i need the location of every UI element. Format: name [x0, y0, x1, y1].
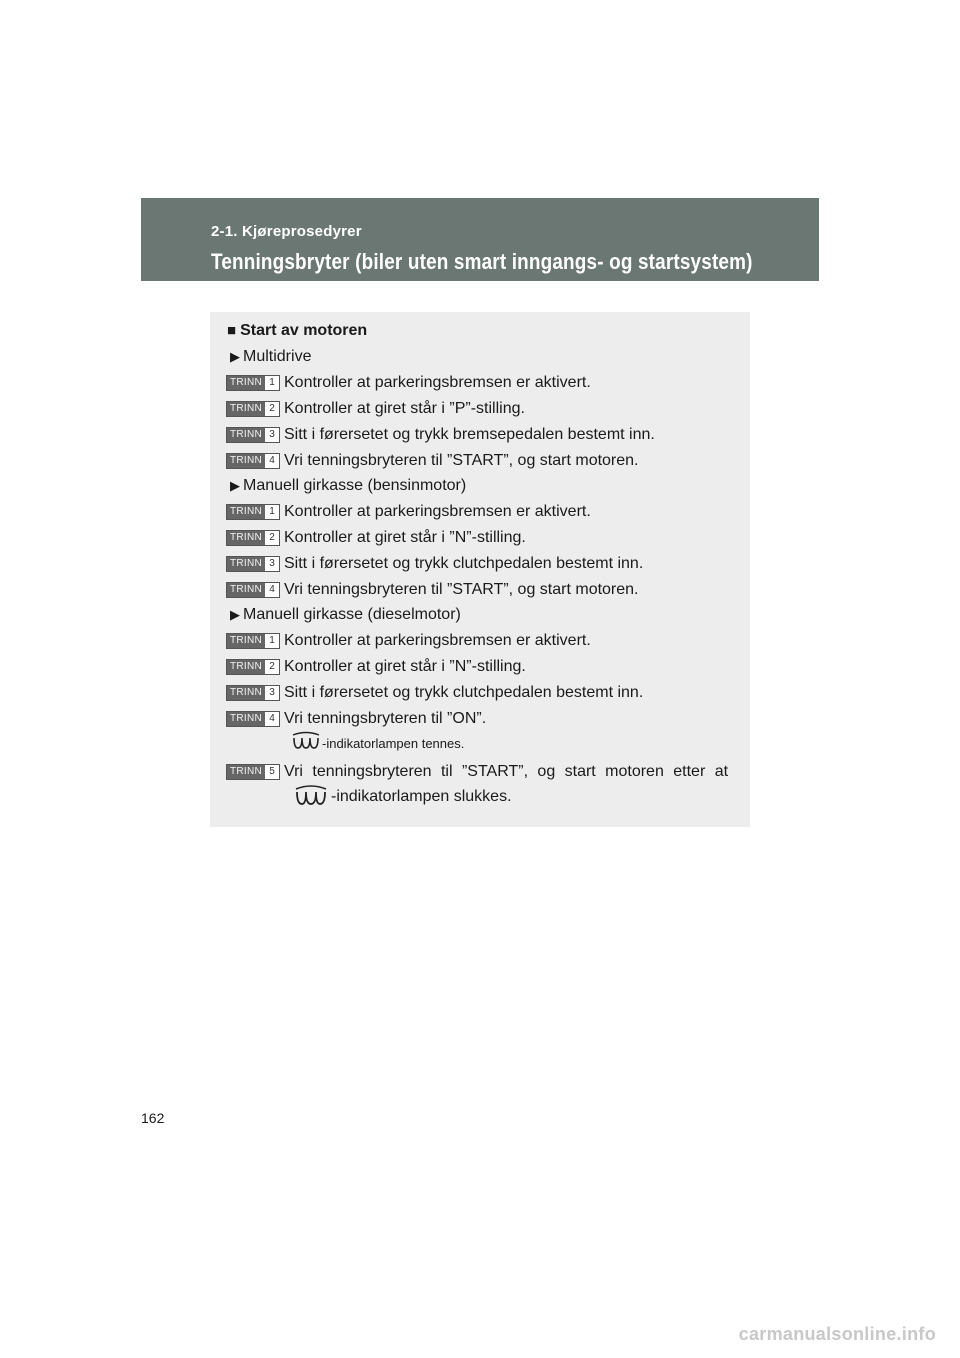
step-text: Vri tenningsbryteren til ”START”, og start motoren. — [284, 452, 639, 469]
step-text: Kontroller at giret står i ”N”-stilling. — [284, 658, 526, 675]
step-badge: TRINN 5 — [226, 764, 280, 780]
triangle-bullet-icon: ▶ — [230, 478, 240, 493]
step-text: Kontroller at parkeringsbremsen er aktivert. — [284, 632, 591, 649]
step-badge: TRINN 2 — [226, 530, 280, 546]
step-5-line-1: Vri tenningsbryteren til ”START”, og start motoren etter at — [284, 763, 729, 780]
page-title: Tenningsbryter (biler uten smart inngangs- og startsystem) — [211, 249, 753, 274]
glow-plug-indicator-icon — [290, 731, 322, 751]
step-text: Kontroller at giret står i ”P”-stilling. — [284, 400, 525, 417]
triangle-bullet-icon: ▶ — [230, 607, 240, 622]
step-text: Sitt i førersetet og trykk bremsepedalen bestemt inn. — [284, 426, 655, 443]
page-number: 162 — [141, 1110, 165, 1126]
step-badge: TRINN 3 — [226, 427, 280, 443]
step-text: Kontroller at giret står i ”N”-stilling. — [284, 529, 526, 546]
heading-text: Start av motoren — [240, 322, 368, 339]
step-badge: TRINN 2 — [226, 401, 280, 417]
step-text: Sitt i førersetet og trykk clutchpedalen bestemt inn. — [284, 555, 644, 572]
step-text: Kontroller at parkeringsbremsen er aktivert. — [284, 374, 591, 391]
step-text: Kontroller at parkeringsbremsen er aktivert. — [284, 503, 591, 520]
triangle-bullet-icon: ▶ — [230, 349, 240, 364]
group-label-diesel: ▶ Manuell girkasse (dieselmotor) — [230, 606, 461, 623]
step-text: Vri tenningsbryteren til ”ON”. — [284, 710, 487, 727]
square-bullet-icon: ■ — [227, 322, 237, 339]
section-heading — [227, 322, 367, 340]
step-text: Sitt i førersetet og trykk clutchpedalen bestemt inn. — [284, 684, 644, 701]
section-header — [141, 198, 819, 281]
step-badge: TRINN 2 — [226, 659, 280, 675]
instruction-panel — [210, 312, 750, 827]
glow-plug-indicator-icon — [292, 784, 330, 808]
step-badge: TRINN 1 — [226, 633, 280, 649]
step-badge: TRINN 3 — [226, 556, 280, 572]
group-label-multidrive: ▶ Multidrive — [230, 348, 312, 365]
group-label-petrol: ▶ Manuell girkasse (bensinmotor) — [230, 477, 467, 494]
watermark: carmanualsonline.info — [738, 1324, 936, 1344]
step-badge: TRINN 1 — [226, 375, 280, 391]
step-badge: TRINN 4 — [226, 582, 280, 598]
section-label: 2-1. Kjøreprosedyrer — [211, 223, 362, 240]
step-text: Vri tenningsbryteren til ”START”, og start motoren. — [284, 581, 639, 598]
step-badge: TRINN 3 — [226, 685, 280, 701]
step-badge: TRINN 4 — [226, 453, 280, 469]
indicator-note: -indikatorlampen tennes. — [322, 736, 465, 751]
step-badge: TRINN 1 — [226, 504, 280, 520]
step-5-line-2: -indikatorlampen slukkes. — [331, 788, 512, 805]
step-badge: TRINN 4 — [226, 711, 280, 727]
